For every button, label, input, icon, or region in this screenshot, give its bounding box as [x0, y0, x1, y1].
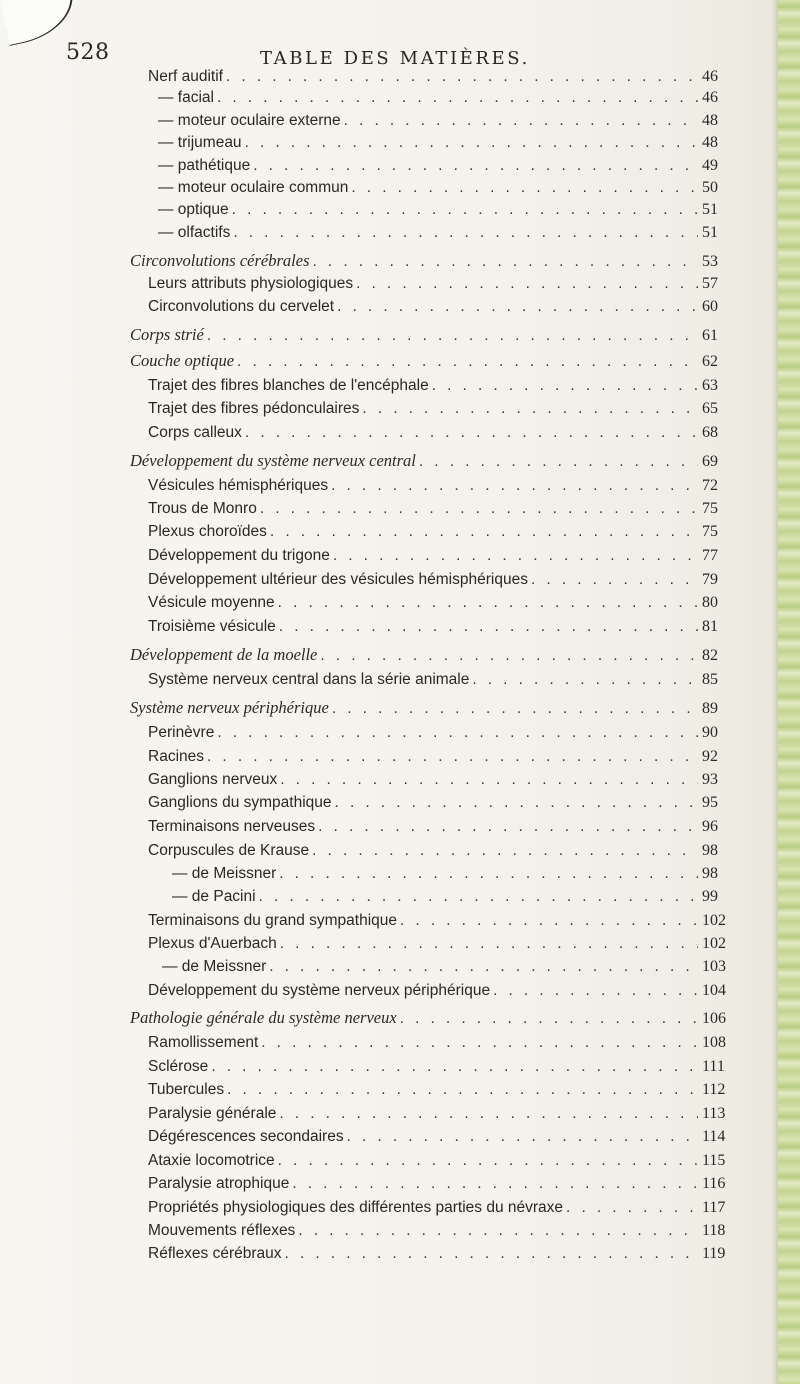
dot-leader — [318, 818, 698, 836]
toc-entry — [148, 1105, 728, 1123]
toc-entry-label: — moteur oculaire externe — [158, 112, 341, 129]
dot-leader — [245, 134, 698, 152]
dot-leader — [335, 794, 698, 812]
toc-page-number: 51 — [702, 224, 718, 241]
toc-page-number: 80 — [702, 594, 718, 611]
toc-page-number: 75 — [702, 523, 718, 540]
toc-entry-label: — olfactifs — [158, 224, 231, 241]
page-number: 528 — [66, 40, 110, 65]
toc-entry — [130, 698, 728, 718]
dot-leader — [344, 112, 698, 130]
toc-page-number: 102 — [702, 935, 726, 952]
toc-entry — [148, 400, 728, 418]
toc-page-number: 92 — [702, 748, 718, 765]
toc-entry-label: Mouvements réflexes — [148, 1222, 296, 1239]
toc-entry-label: Vésicules hémisphériques — [148, 477, 329, 494]
toc-entry-label: Trajet des fibres pédonculaires — [148, 400, 360, 417]
dot-leader — [331, 477, 698, 495]
dot-leader — [419, 453, 698, 471]
toc-entry-label: Nerf auditif — [148, 68, 223, 85]
toc-entry-label: Développement ultérieur des vésicules hémisphériques — [148, 571, 528, 588]
toc-entry-label: Circonvolutions du cervelet — [148, 298, 335, 315]
toc-entry — [158, 112, 728, 130]
toc-page-number: 48 — [702, 112, 718, 129]
toc-page-number: 106 — [702, 1010, 726, 1027]
toc-section-heading: Circonvolutions cérébrales — [130, 251, 310, 270]
dot-leader — [207, 748, 698, 766]
toc-page-number: 114 — [702, 1128, 726, 1145]
toc-entry — [148, 68, 728, 86]
toc-page-number: 60 — [702, 298, 718, 315]
toc-page-number: 51 — [702, 201, 718, 218]
dot-leader — [226, 68, 698, 86]
dot-leader — [279, 865, 698, 883]
toc-entry-label: Tubercules — [148, 1081, 225, 1098]
toc-entry-label: Ganglions du sympathique — [148, 794, 332, 811]
dot-leader — [227, 1081, 698, 1099]
toc-entry — [148, 377, 728, 395]
toc-entry-label: Sclérose — [148, 1058, 209, 1075]
toc-entry — [148, 724, 728, 742]
dot-leader — [362, 400, 698, 418]
toc-entry-label: Système nerveux central dans la série animale — [148, 671, 470, 688]
toc-entry-label: Leurs attributs physiologiques — [148, 275, 354, 292]
toc-entry — [148, 424, 728, 442]
toc-page-number: 46 — [702, 89, 718, 106]
dot-leader — [313, 253, 699, 271]
toc-entry-label: Réflexes cérébraux — [148, 1245, 282, 1262]
toc-entry — [148, 547, 728, 565]
toc-entry — [148, 1034, 728, 1052]
toc-page-number: 104 — [702, 982, 726, 999]
toc-entry — [148, 500, 728, 518]
toc-entry-label: Propriétés physiologiques des différentes parties du névraxe — [148, 1199, 564, 1216]
dot-leader — [493, 982, 698, 1000]
dot-leader — [400, 912, 698, 930]
toc-page-number: 79 — [702, 571, 718, 588]
toc-page-number: 49 — [702, 157, 718, 174]
toc-entry — [148, 1245, 728, 1263]
dot-leader — [292, 1175, 698, 1193]
dot-leader — [351, 179, 698, 197]
toc-entry-label: Ganglions nerveux — [148, 771, 278, 788]
toc-entry — [148, 794, 728, 812]
toc-entry-label: Terminaisons du grand sympathique — [148, 912, 397, 929]
toc-entry-label: — de Meissner — [172, 865, 277, 882]
toc-entry — [130, 645, 728, 665]
toc-section-heading: Développement de la moelle — [130, 645, 318, 664]
toc-entry-label: Perinèvre — [148, 724, 215, 741]
toc-entry — [148, 1175, 728, 1193]
toc-page-number: 63 — [702, 377, 718, 394]
toc-entry — [148, 1081, 728, 1099]
dot-leader — [232, 201, 698, 219]
toc-entry — [148, 748, 728, 766]
toc-section-heading: Développement du système nerveux central — [130, 451, 416, 470]
toc-page-number: 118 — [702, 1222, 726, 1239]
dot-leader — [260, 500, 698, 518]
toc-entry — [148, 982, 728, 1000]
toc-entry-label: Dégérescences secondaires — [148, 1128, 344, 1145]
toc-page-number: 57 — [702, 275, 718, 292]
toc-entry — [172, 865, 728, 883]
toc-entry — [148, 671, 728, 689]
toc-entry — [130, 351, 728, 371]
dot-leader — [298, 1222, 698, 1240]
toc-entry — [158, 179, 728, 197]
dot-leader — [253, 157, 698, 175]
toc-entry-label: Troisième vésicule — [148, 618, 276, 635]
dot-leader — [280, 771, 698, 789]
dot-leader — [356, 275, 698, 293]
toc-page-number: 46 — [702, 68, 718, 85]
dot-leader — [279, 618, 698, 636]
toc-entry-label: — trijumeau — [158, 134, 242, 151]
toc-entry-label: Développement du système nerveux périphérique — [148, 982, 491, 999]
toc-page-number: 62 — [702, 353, 718, 370]
toc-page-number: 82 — [702, 647, 718, 664]
toc-entry — [172, 888, 728, 906]
toc-entry — [158, 201, 728, 219]
toc-entry — [130, 325, 728, 345]
toc-entry-label: — de Pacini — [172, 888, 256, 905]
toc-entry — [148, 818, 728, 836]
dot-leader — [278, 1152, 698, 1170]
toc-entry — [148, 275, 728, 293]
toc-entry-label: Corps calleux — [148, 424, 242, 441]
toc-page-number: 117 — [702, 1199, 726, 1216]
toc-entry-label: Trajet des fibres blanches de l'encéphale — [148, 377, 429, 394]
toc-entry — [148, 1152, 728, 1170]
running-title: TABLE DES MATIÈRES. — [260, 48, 530, 69]
dot-leader — [279, 1105, 698, 1123]
dot-leader — [312, 842, 698, 860]
toc-entry-label: Développement du trigone — [148, 547, 330, 564]
toc-page-number: 68 — [702, 424, 718, 441]
toc-page-number: 69 — [702, 453, 718, 470]
toc-page-number: 81 — [702, 618, 718, 635]
toc-page-number: 103 — [702, 958, 726, 975]
toc-entry-label: — de Meissner — [162, 958, 267, 975]
toc-page-number: 77 — [702, 547, 718, 564]
dot-leader — [531, 571, 698, 589]
dot-leader — [285, 1245, 698, 1263]
toc-entry — [148, 618, 728, 636]
dot-leader — [245, 424, 698, 442]
toc-entry-label: Terminaisons nerveuses — [148, 818, 316, 835]
toc-page-number: 53 — [702, 253, 718, 270]
dot-leader — [566, 1199, 698, 1217]
toc-entry — [148, 842, 728, 860]
dot-leader — [280, 935, 698, 953]
toc-entry — [158, 224, 728, 242]
page-edge — [778, 0, 800, 1384]
dot-leader — [278, 594, 698, 612]
toc-page-number: 111 — [702, 1058, 725, 1075]
toc-page-number: 85 — [702, 671, 718, 688]
toc-entry — [158, 134, 728, 152]
dot-leader — [320, 647, 698, 665]
toc-page-number: 99 — [702, 888, 718, 905]
toc-page-number: 93 — [702, 771, 718, 788]
toc-entry-label: Corpuscules de Krause — [148, 842, 310, 859]
dot-leader — [270, 523, 698, 541]
dot-leader — [217, 89, 698, 107]
toc-entry — [148, 771, 728, 789]
toc-page-number: 98 — [702, 842, 718, 859]
toc-entry-label: Plexus choroïdes — [148, 523, 267, 540]
toc-entry — [148, 477, 728, 495]
toc-entry — [148, 594, 728, 612]
toc-entry — [148, 935, 728, 953]
toc-entry — [130, 451, 728, 471]
dot-leader — [211, 1058, 698, 1076]
dot-leader — [333, 547, 698, 565]
dot-leader — [472, 671, 698, 689]
toc-entry-label: Paralysie générale — [148, 1105, 277, 1122]
dot-leader — [233, 224, 698, 242]
toc-entry — [162, 958, 728, 976]
dot-leader — [332, 700, 698, 718]
toc-entry — [158, 89, 728, 107]
toc-entry-label: Trous de Monro — [148, 500, 257, 517]
toc-entry — [130, 1008, 728, 1028]
toc-page-number: 108 — [702, 1034, 726, 1051]
toc-entry-label: Ramollissement — [148, 1034, 259, 1051]
toc-page-number: 98 — [702, 865, 718, 882]
toc-entry — [148, 1128, 728, 1146]
toc-entry — [148, 912, 728, 930]
toc-entry — [148, 571, 728, 589]
toc-entry-label: Ataxie locomotrice — [148, 1152, 275, 1169]
dot-leader — [432, 377, 698, 395]
toc-section-heading: Pathologie générale du système nerveux — [130, 1008, 397, 1027]
toc-entry-label: Plexus d'Auerbach — [148, 935, 277, 952]
toc-entry — [148, 1199, 728, 1217]
toc-page-number: 75 — [702, 500, 718, 517]
toc-page-number: 50 — [702, 179, 718, 196]
toc-page-number: 96 — [702, 818, 718, 835]
toc-entry-label: Vésicule moyenne — [148, 594, 275, 611]
toc-entry-label: — moteur oculaire commun — [158, 179, 349, 196]
toc-page-number: 116 — [702, 1175, 726, 1192]
toc-page-number: 48 — [702, 134, 718, 151]
toc-entry — [148, 1058, 728, 1076]
toc-entry — [148, 523, 728, 541]
dot-leader — [347, 1128, 698, 1146]
toc-page-number: 89 — [702, 700, 718, 717]
toc-entry — [158, 157, 728, 175]
toc-entry-label: — facial — [158, 89, 214, 106]
toc-entry-label: — optique — [158, 201, 229, 218]
toc-section-heading: Système nerveux périphérique — [130, 698, 329, 717]
toc-page-number: 61 — [702, 327, 718, 344]
toc-page-number: 95 — [702, 794, 718, 811]
dot-leader — [259, 888, 698, 906]
toc-page-number: 112 — [702, 1081, 726, 1098]
toc-entry-label: Racines — [148, 748, 204, 765]
toc-entry-label: — pathétique — [158, 157, 251, 174]
dot-leader — [237, 353, 698, 371]
toc-entry — [130, 251, 728, 271]
dot-leader — [400, 1010, 698, 1028]
dot-leader — [337, 298, 698, 316]
toc-page-number: 113 — [702, 1105, 726, 1122]
toc-section-heading: Corps strié — [130, 325, 204, 344]
toc-page-number: 65 — [702, 400, 718, 417]
toc-section-heading: Couche optique — [130, 351, 235, 370]
toc-page-number: 90 — [702, 724, 718, 741]
dot-leader — [217, 724, 698, 742]
dot-leader — [269, 958, 698, 976]
toc-page-number: 119 — [702, 1245, 726, 1262]
toc-page-number: 102 — [702, 912, 726, 929]
dot-leader — [261, 1034, 698, 1052]
toc-page-number: 115 — [702, 1152, 726, 1169]
toc-entry-label: Paralysie atrophique — [148, 1175, 290, 1192]
toc-entry — [148, 298, 728, 316]
dot-leader — [207, 327, 698, 345]
toc-page-number: 72 — [702, 477, 718, 494]
toc-entry — [148, 1222, 728, 1240]
